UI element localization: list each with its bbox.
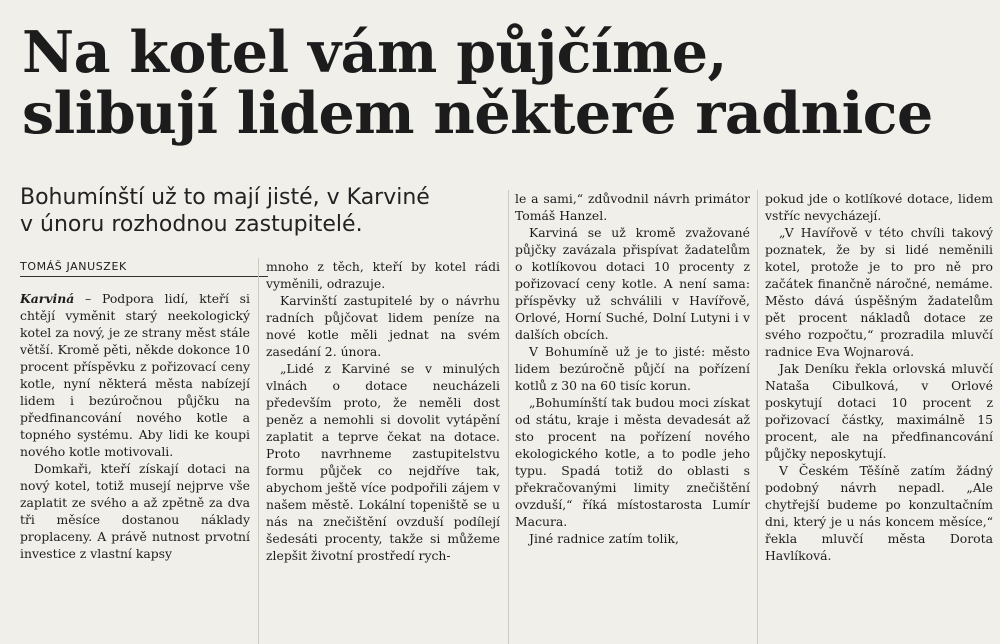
headline (22, 19, 992, 147)
paragraph: Jiné radnice zatím tolik, (529, 531, 679, 546)
headline-line-1: Na kotel vám půjčíme, (22, 19, 727, 86)
paragraph: „Lidé z Karviné se v minulých vlnách o dotace neucházeli především proto, že neměli dost peněz a nemohli si dovolit vytápění zaplatit a teprve čekat na dotace. Proto navrhneme zastupitelstvu formu půjček co nejdříve tak, abychom ještě více podpořili zájem v našem městě. Lokální topeniště se u nás na znečištění ovzduší podílejí šedesáti procenty, takže si můžeme zlepšit životní prostředí rych- (266, 361, 500, 563)
paragraph: „V Havířově v této chvíli takový poznatek, že by si lidé neměnili kotel, protože je to pro ně pro začátek finančně náročné, nemáme. Město dává úspěšným žadatelům pět procent nákladů dotace ze svého rozpočtu,“ prozradila mluvčí radnice Eva Wojnarová. (765, 225, 993, 359)
paragraph: le a sami,“ zdůvodnil návrh primátor Tomáš Hanzel. (515, 191, 750, 223)
paragraph: Domkaři, kteří získají dotaci na nový kotel, totiž musejí nejprve vše zaplatit ze svého a až zpětně za dva tři měsíce dostanou náklady proplaceny. A právě nutnost prvotní investice z vlastní kapsy (20, 461, 250, 561)
headline-line-2: slibují lidem některé radnice (22, 80, 933, 147)
paragraph: Karvinští zastupitelé by o návrhu radních půjčovat lidem peníze na nové kotle měli jednat na svém zasedání 2. února. (266, 293, 500, 359)
column-divider (757, 190, 758, 644)
column-divider (508, 190, 509, 644)
article-column-2 (266, 258, 500, 644)
dateline: Karviná (20, 291, 75, 306)
paragraph: V Českém Těšíně zatím žádný podobný návrh nepadl. „Ale chytřejší budeme po konzultačním dni, který je u nás koncem měsíce,“ řekla mluvčí města Dorota Havlíková. (765, 463, 993, 563)
paragraph: mnoho z těch, kteří by kotel rádi vyměnili, odrazuje. (266, 259, 500, 291)
paragraph: Karviná – Podpora lidí, kteří si chtějí vyměnit starý neekologický kotel za nový, je ze strany měst stále větší. Kromě pěti, někde dokonce 10 procent příspěvku z pořizovací ceny kotle, nyní některá města nabízejí lidem i bezúročnou půjčku na předfinancování nového kotle a topného systému. Aby lidi ke koupi nového kotle motivovali. (20, 291, 250, 459)
subheadline-line-2: v únoru rozhodnou zastupitelé. (20, 212, 363, 237)
article-column-1 (20, 290, 250, 644)
paragraph: „Bohumínští tak budou moci získat od státu, kraje i města devadesát až sto procent na pořízení nového ekologického kotle, a to podle jeho typu. Spadá totiž do oblasti s překračovanými limity znečištění ovzduší,“ říká místostarosta Lumír Macura. (515, 395, 750, 529)
column-divider (258, 258, 259, 644)
paragraph: Jak Deníku řekla orlovská mluvčí Nataša Cibulková, v Orlové poskytují dotaci 10 procent z pořizovací částky, maximálně 15 procent, ale na předfinancování půjčky neposkytují. (765, 361, 993, 461)
paragraph: pokud jde o kotlíkové dotace, lidem vstříc nevycházejí. (765, 191, 993, 223)
author-byline: TOMÁŠ JANUSZEK (20, 260, 268, 277)
subheadline (20, 184, 500, 238)
paragraph: V Bohumíně už je to jisté: město lidem bezúročně půjčí na pořízení kotlů z 30 na 60 tisíc korun. (515, 344, 750, 393)
article-column-3 (515, 190, 750, 644)
paragraph: Karviná se už kromě zvažované půjčky zavázala přispívat žadatelům o kotlíkovou dotaci 10 procenty z pořizovací ceny kotle. A není sama: příspěvky už schválili v Havířově, Orlové, Horní Suché, Dolní Lutyni i v dalších obcích. (515, 225, 750, 342)
article-column-4 (765, 190, 993, 644)
subheadline-line-1: Bohumínští už to mají jisté, v Karviné (20, 185, 430, 210)
